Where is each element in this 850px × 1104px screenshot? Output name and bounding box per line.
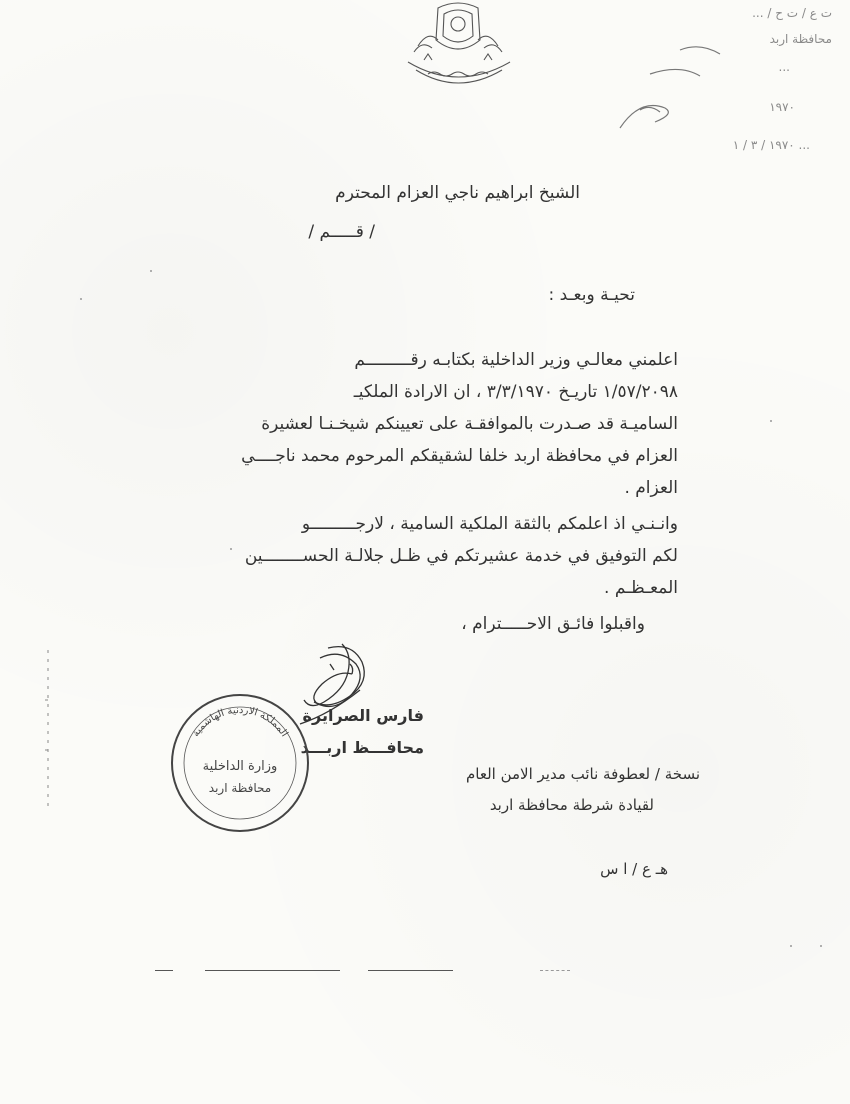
body-line-1: اعلمني معالـي وزير الداخلية بكتابـه رقـــــــــم	[354, 350, 678, 370]
ref-line-1: ت ع / ت ح / ...	[752, 6, 832, 20]
svg-text:المملكة الاردنية الهاشمية	[190, 705, 289, 739]
bottom-divider	[368, 970, 453, 971]
coat-of-arms-emblem	[388, 0, 528, 92]
file-reference: هـ ع / ا س	[600, 860, 668, 878]
ref-line-4: ١٩٧٠	[769, 100, 795, 114]
bottom-divider	[540, 970, 570, 971]
scan-speck	[770, 420, 772, 422]
closing-line-1: وانـنـي اذ اعلمكم بالثقة الملكية السامية ، لارجـــــــــو	[301, 514, 678, 534]
addressee-city: / قـــــم /	[308, 222, 375, 242]
greeting: تحيـة وبعـد :	[548, 285, 635, 305]
body-line-4: العزام في محافظة اربد خلفا لشقيقكم المرحوم محمد ناجــــي	[241, 446, 678, 466]
body-line-3: الساميـة قد صـدرت بالموافقـة على تعيينكم شيخـنـا لعشيرة	[261, 414, 678, 434]
handwritten-scribble	[610, 40, 770, 140]
body-line-2: ١/٥٧/٢٠٩٨ تاريـخ ٣/٣/١٩٧٠ ، ان الارادة الملكيـ	[353, 382, 678, 402]
scan-speck	[80, 298, 82, 300]
regards-line: واقبلوا فائـق الاحـــــترام ،	[461, 614, 645, 634]
ref-line-2: محافظة اربد	[769, 32, 832, 46]
seal-line-2: محافظة اربد	[208, 781, 272, 795]
closing-line-2: لكم التوفيق في خدمة عشيرتكم في ظـل جلالـة الحســــــــين	[244, 546, 678, 566]
ref-line-3: ...	[778, 60, 790, 74]
signatory-title: محافـــظ اربـــد	[300, 738, 424, 757]
closing-line-3: المعـظـم .	[604, 578, 678, 598]
bottom-divider	[155, 970, 173, 971]
ref-line-5: ١٩٧٠ / ٣ / ١ ...	[732, 138, 810, 152]
seal-ring-text: المملكة الاردنية الهاشمية	[190, 704, 290, 739]
seal-line-1: وزارة الداخلية	[202, 759, 278, 774]
copy-line-2: لقيادة شرطة محافظة اربد	[489, 796, 654, 814]
official-round-seal	[165, 688, 315, 838]
scan-speck	[230, 548, 232, 550]
bottom-divider	[205, 970, 340, 971]
scan-speck	[790, 945, 792, 947]
copy-line-1: نسخة / لعطوفة نائب مدير الامن العام	[465, 765, 700, 783]
signatory-name: فارس الصرايرة	[302, 706, 424, 725]
body-line-5: العزام .	[624, 478, 678, 498]
scan-speck	[820, 945, 822, 947]
addressee-name: الشيخ ابراهيم ناجي العزام المحترم	[335, 183, 580, 203]
left-edge-marks	[36, 640, 76, 830]
scan-speck	[150, 270, 152, 272]
